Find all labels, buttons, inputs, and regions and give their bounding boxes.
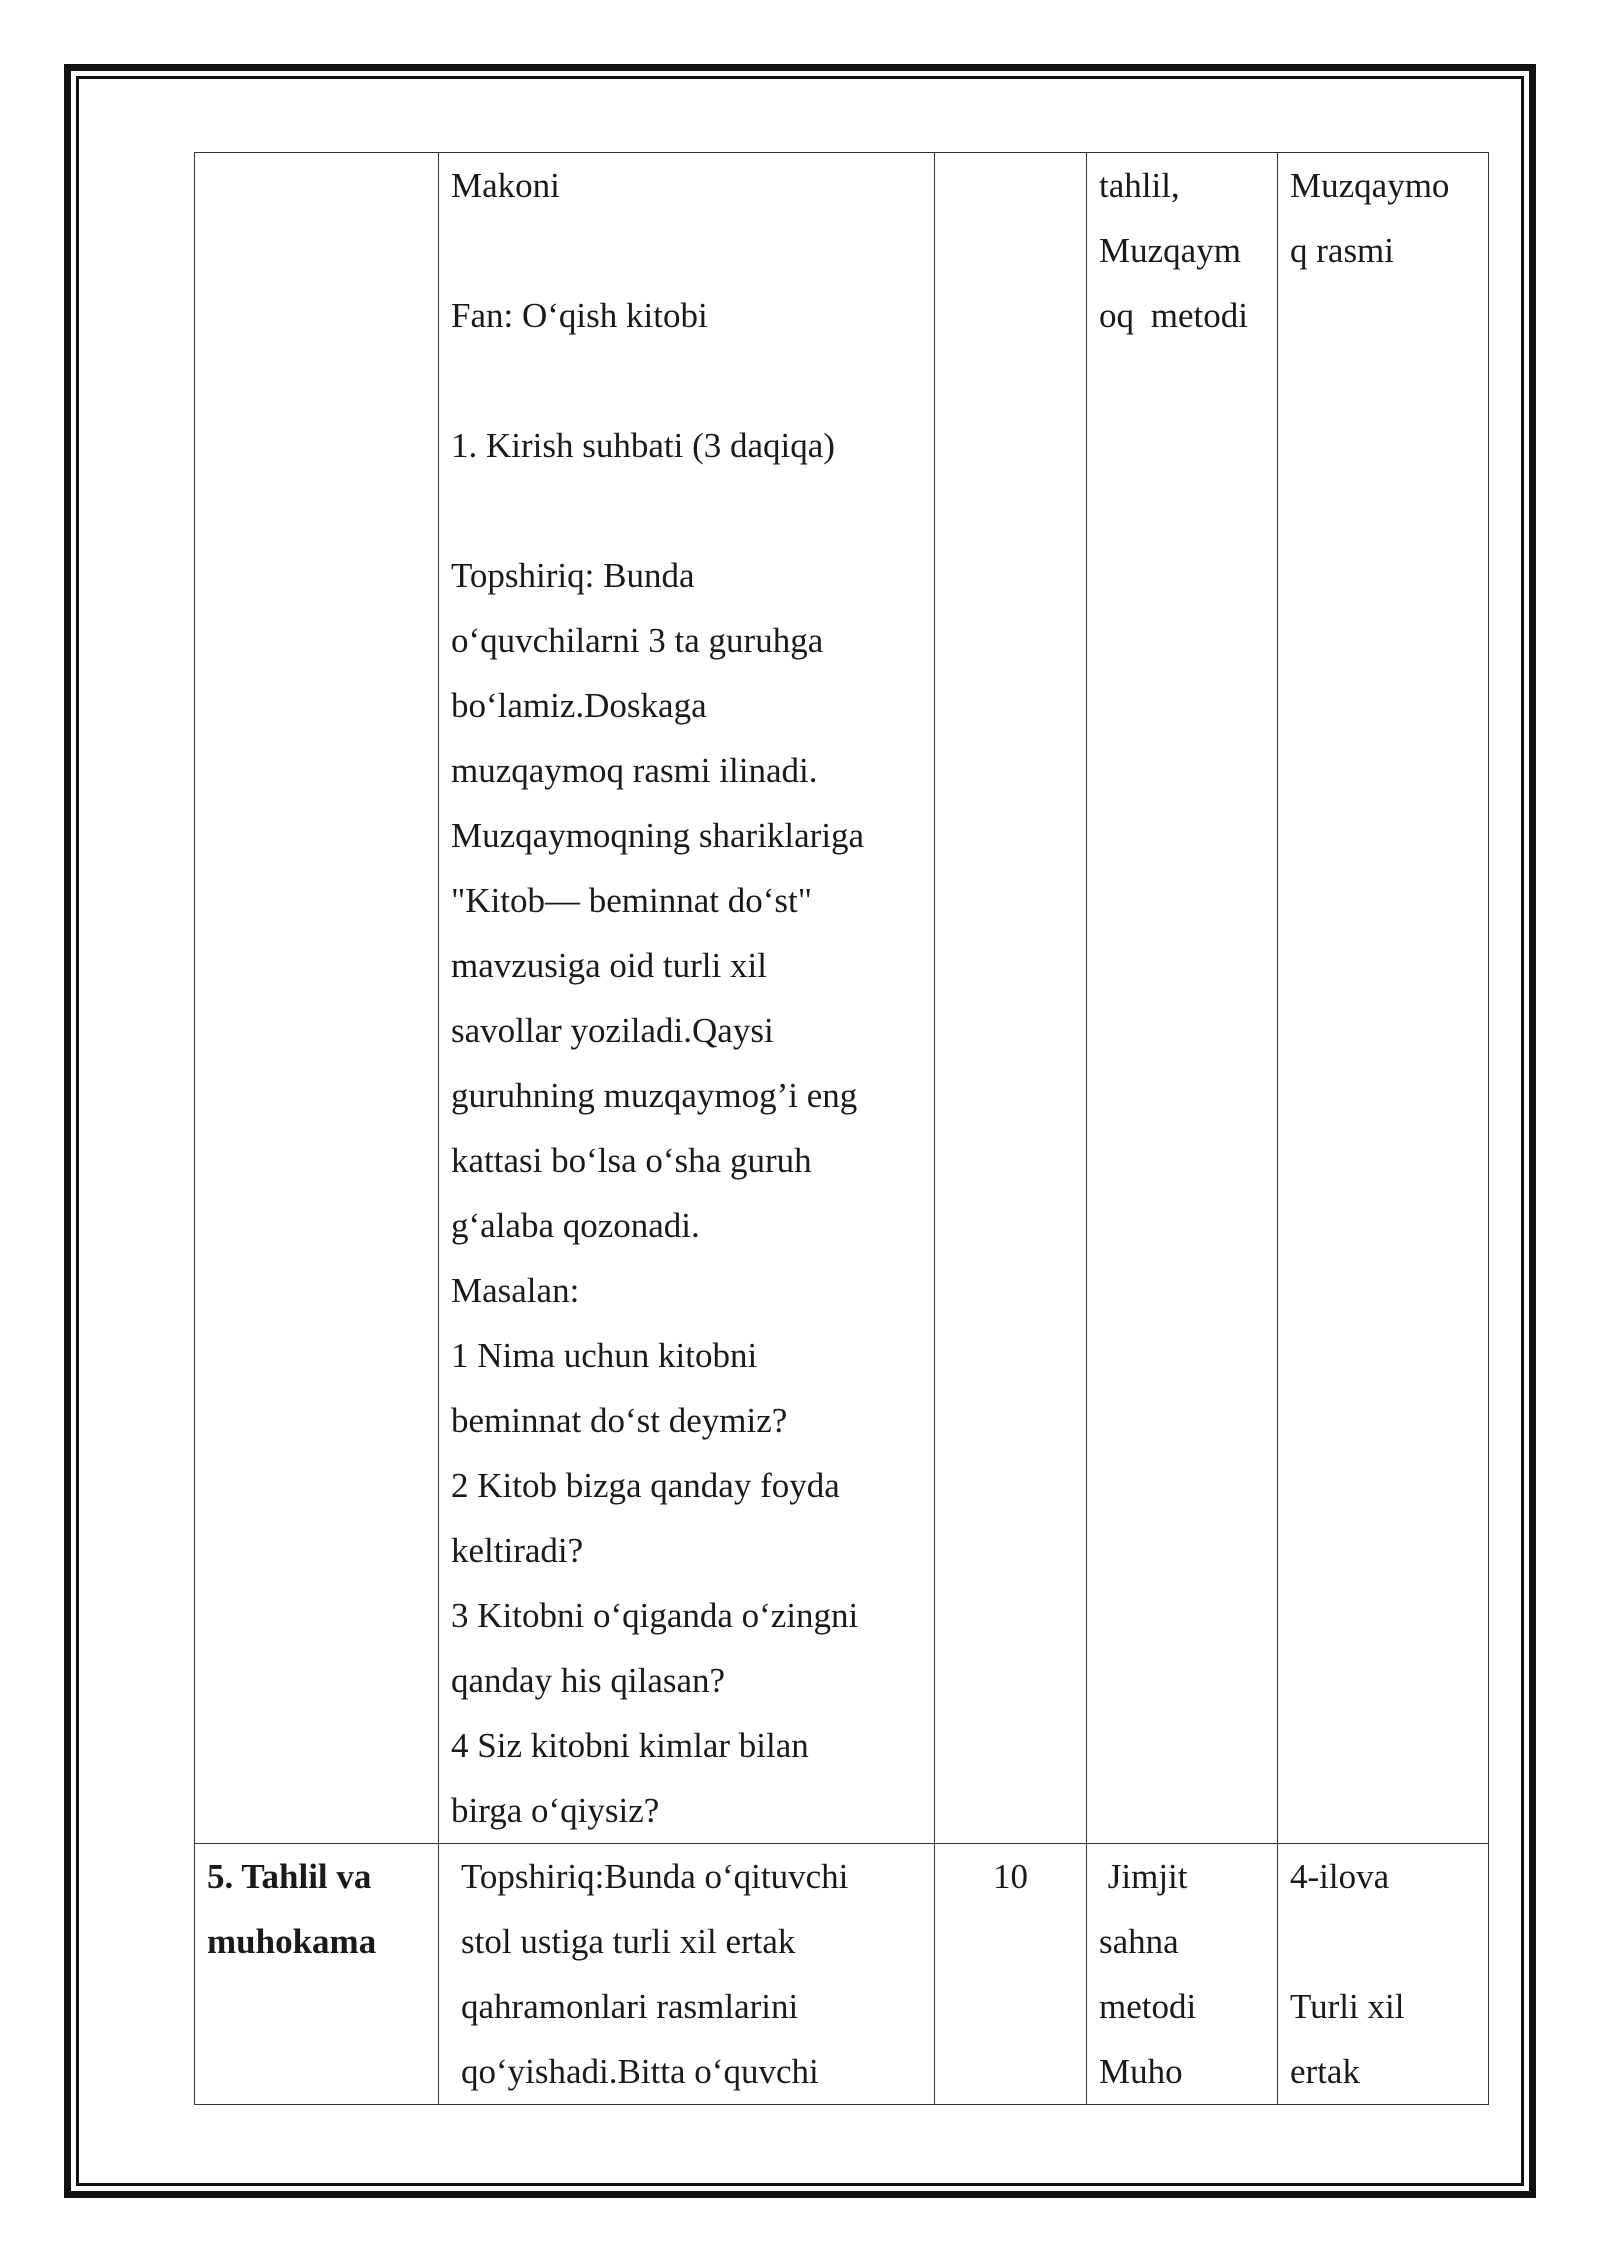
stage-title-line: 5. Tahlil va <box>207 1857 372 1896</box>
task-line: birga o‘qiysiz? <box>451 1791 660 1830</box>
task-line: beminnat do‘st deymiz? <box>451 1401 788 1440</box>
method-line: metodi <box>1099 1987 1197 2026</box>
activity-cell <box>439 1844 935 2105</box>
materials-line: Turli xil <box>1290 1987 1405 2026</box>
activity-cell <box>439 153 935 1844</box>
method-line: sahna <box>1099 1922 1179 1961</box>
task-line: g‘alaba qozonadi. <box>451 1206 700 1245</box>
table-row <box>195 1844 1489 2105</box>
method-line: Muzqaym <box>1099 231 1241 270</box>
subject-text: Fan: O‘qish kitobi <box>451 296 708 335</box>
method-cell <box>1087 153 1278 1844</box>
task-line: guruhning muzqaymog’i eng <box>451 1076 858 1115</box>
task-line: 3 Kitobni o‘qiganda o‘zingni <box>451 1596 859 1635</box>
method-line: tahlil, <box>1099 166 1180 205</box>
stage-cell <box>195 153 439 1844</box>
method-line: Jimjit <box>1099 1857 1188 1896</box>
method-cell <box>1087 1844 1278 2105</box>
appendix-label: 4-ilova <box>1290 1857 1390 1896</box>
lesson-plan-table <box>194 152 1489 2105</box>
method-line: oq metodi <box>1099 296 1248 335</box>
task-line: keltiradi? <box>451 1531 584 1570</box>
materials-line: Muzqaymo <box>1290 166 1450 205</box>
task-line: Topshiriq: Bunda <box>451 556 695 595</box>
task-line: qo‘yishadi.Bitta o‘quvchi <box>461 2052 819 2091</box>
task-line: 2 Kitob bizga qanday foyda <box>451 1466 840 1505</box>
task-line: 4 Siz kitobni kimlar bilan <box>451 1726 809 1765</box>
materials-line: q rasmi <box>1290 231 1395 270</box>
task-line: qanday his qilasan? <box>451 1661 726 1700</box>
task-line: bo‘lamiz.Doskaga <box>451 686 707 725</box>
task-line: Topshiriq:Bunda o‘qituvchi <box>461 1857 849 1896</box>
intro-text: 1. Kirish suhbati (3 daqiqa) <box>451 426 835 465</box>
table-row <box>195 153 1489 1844</box>
time-cell: 10 <box>935 1844 1087 2105</box>
time-cell <box>935 153 1087 1844</box>
task-line: o‘quvchilarni 3 ta guruhga <box>451 621 824 660</box>
task-line: savollar yoziladi.Qaysi <box>451 1011 774 1050</box>
task-line: muzqaymoq rasmi ilinadi. <box>451 751 818 790</box>
task-line: qahramonlari rasmlarini <box>461 1987 799 2026</box>
task-line: stol ustiga turli xil ertak <box>461 1922 796 1961</box>
task-line: mavzusiga oid turli xil <box>451 946 767 985</box>
stage-title-line: muhokama <box>207 1922 377 1961</box>
task-line: 1 Nima uchun kitobni <box>451 1336 758 1375</box>
materials-cell <box>1278 1844 1489 2105</box>
stage-cell <box>195 1844 439 2105</box>
task-line: Masalan: <box>451 1271 580 1310</box>
method-line: Muho <box>1099 2052 1183 2091</box>
materials-line: ertak <box>1290 2052 1360 2091</box>
task-line: "Kitob— beminnat do‘st" <box>451 881 813 920</box>
task-line: Muzqaymoqning shariklariga <box>451 816 865 855</box>
task-line: kattasi bo‘lsa o‘sha guruh <box>451 1141 812 1180</box>
location-text: Makoni <box>451 166 560 205</box>
materials-cell <box>1278 153 1489 1844</box>
